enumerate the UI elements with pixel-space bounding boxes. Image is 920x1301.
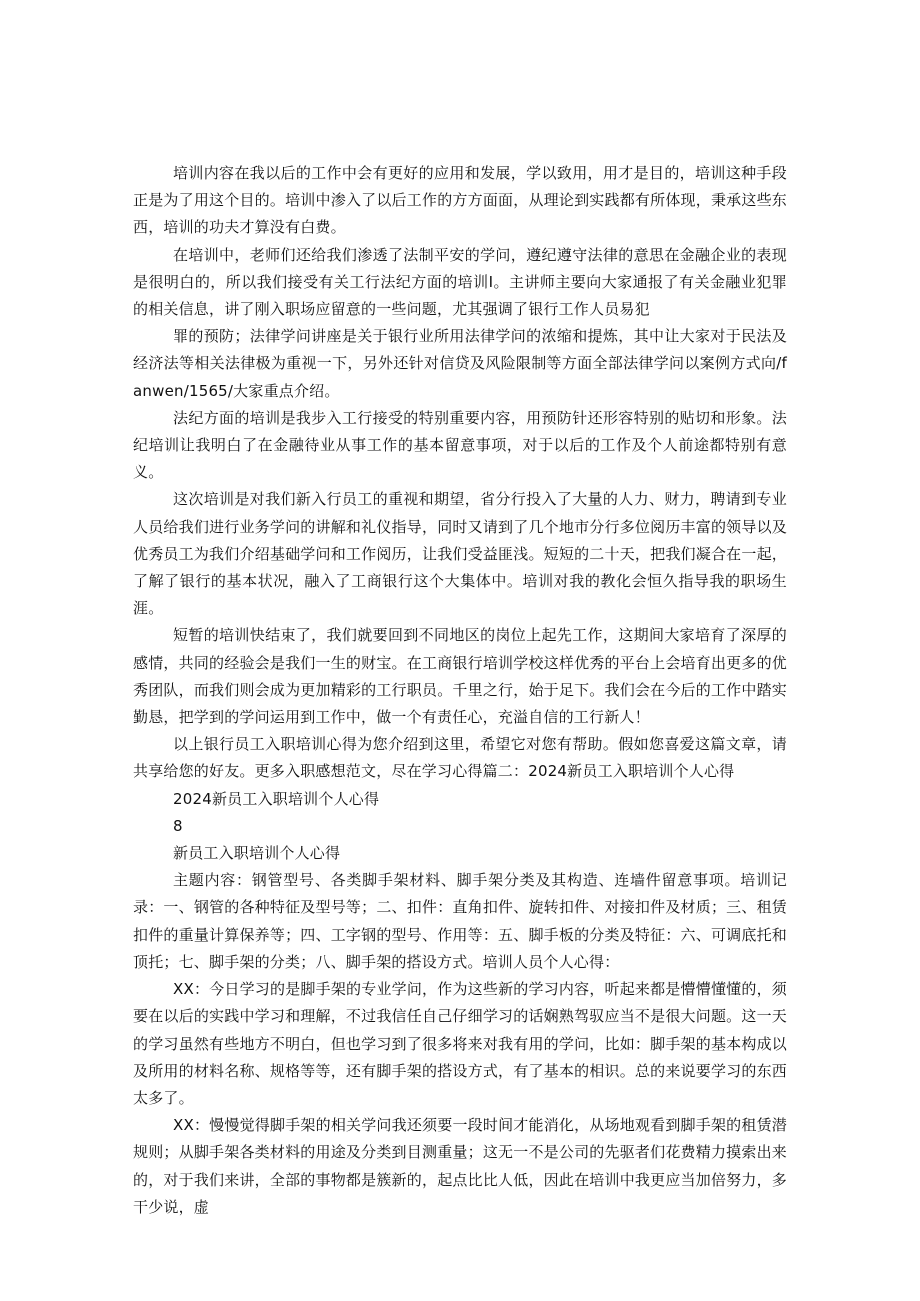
paragraph: 以上银行员工入职培训心得为您介绍到这里，希望它对您有帮助。假如您喜爱这篇文章，请共享给您的好友。更多入职感想范文，尽在学习心得篇二：2024新员工入职培训个人心得 [133,735,787,781]
paragraph: XX：慢慢觉得脚手架的相关学问我还须要一段时间才能消化，从场地观看到脚手架的租赁潜规则；从脚手架各类材料的用途及分类到目测重量；这无一不是公司的先驱者们花费精力摸索出来的，对于我们来讲，全部的事物都是簇新的，起点比比人低，因此在培训中我更应当加倍努力，多干少说，虚 [133,1116,787,1216]
paragraph: 罪的预防；法律学问讲座是关于银行业所用法律学问的浓缩和提炼，其中让大家对于民法及经济法等相关法律极为重视一下，另外还针对信贷及风险限制等方面全部法律学问以案例方式向/fanwen/1565/大家重点介绍。 [133,327,787,400]
paragraph: 主题内容：钢管型号、各类脚手架材料、脚手架分类及其构造、连墙件留意事项。培训记录：一、钢管的各种特征及型号等；二、扣件：直角扣件、旋转扣件、对接扣件及材质；三、租赁扣件的重量计算保养等；四、工字钢的型号、作用等：五、脚手板的分类及特征：六、可调底托和顶托；七、脚手架的分类；八、脚手架的搭设方式。培训人员个人心得： [133,871,787,971]
document-body [133,160,787,1221]
section-heading: 2024新员工入职培训个人心得 [173,789,380,808]
paragraph: 这次培训是对我们新入行员工的重视和期望，省分行投入了大量的人力、财力，聘请到专业人员给我们进行业务学问的讲解和礼仪指导，同时又请到了几个地市分行多位阅历丰富的领导以及优秀员工为我们介绍基础学问和工作阅历，让我们受益匪浅。短短的二十天，把我们凝合在一起，了解了银行的基本状况，融入了工商银行这个大集体中。培训对我的教化会恒久指导我的职场生涯。 [133,490,787,618]
paragraph: XX：今日学习的是脚手架的专业学问，作为这些新的学习内容，听起来都是懵懵懂懂的，须要在以后的实践中学习和理解，不过我信任自己仔细学习的话娴熟驾驭应当不是很大问题。这一天的学习虽然有些地方不明白，但也学习到了很多将来对我有用的学问，比如：脚手架的基本构成以及所用的材料名称、规格等等，还有脚手架的搭设方式，有了基本的相识。总的来说要学习的东西太多了。 [133,980,787,1107]
paragraph: 在培训中，老师们还给我们渗透了法制平安的学问，遵纪遵守法律的意思在金融企业的表现是很明白的，所以我们接受有关工行法纪方面的培训Ⅰ。主讲师主要向大家通报了有关金融业犯罪的相关信息，讲了刚入职场应留意的一些问题，尤其强调了银行工作人员易犯 [133,245,787,319]
section-title: 新员工入职培训个人心得 [173,844,341,863]
paragraph: 短暂的培训快结束了，我们就要回到不同地区的岗位上起先工作，这期间大家培育了深厚的感情，共同的经验会是我们一生的财宝。在工商银行培训学校这样优秀的平台上会培育出更多的优秀团队，而我们则会成为更加精彩的工行职员。千里之行，始于足下。我们会在今后的工作中踏实勤恳，把学到的学问运用到工作中，做一个有责任心，充溢自信的工行新人！ [133,626,787,727]
paragraph: 法纪方面的培训是我步入工行接受的特别重要内容，用预防针还形容特别的贴切和形象。法纪培训让我明白了在金融待业从事工作的基本留意事项，对于以后的工作及个人前途都特别有意义。 [133,408,787,482]
page-number: 8 [173,816,183,835]
paragraph: 培训内容在我以后的工作中会有更好的应用和发展，学以致用，用才是目的，培训这种手段正是为了用这个目的。培训中渗入了以后工作的方方面面，从理论到实践都有所体现，秉承这些东西，培训的功夫才算没有白费。 [133,164,787,237]
